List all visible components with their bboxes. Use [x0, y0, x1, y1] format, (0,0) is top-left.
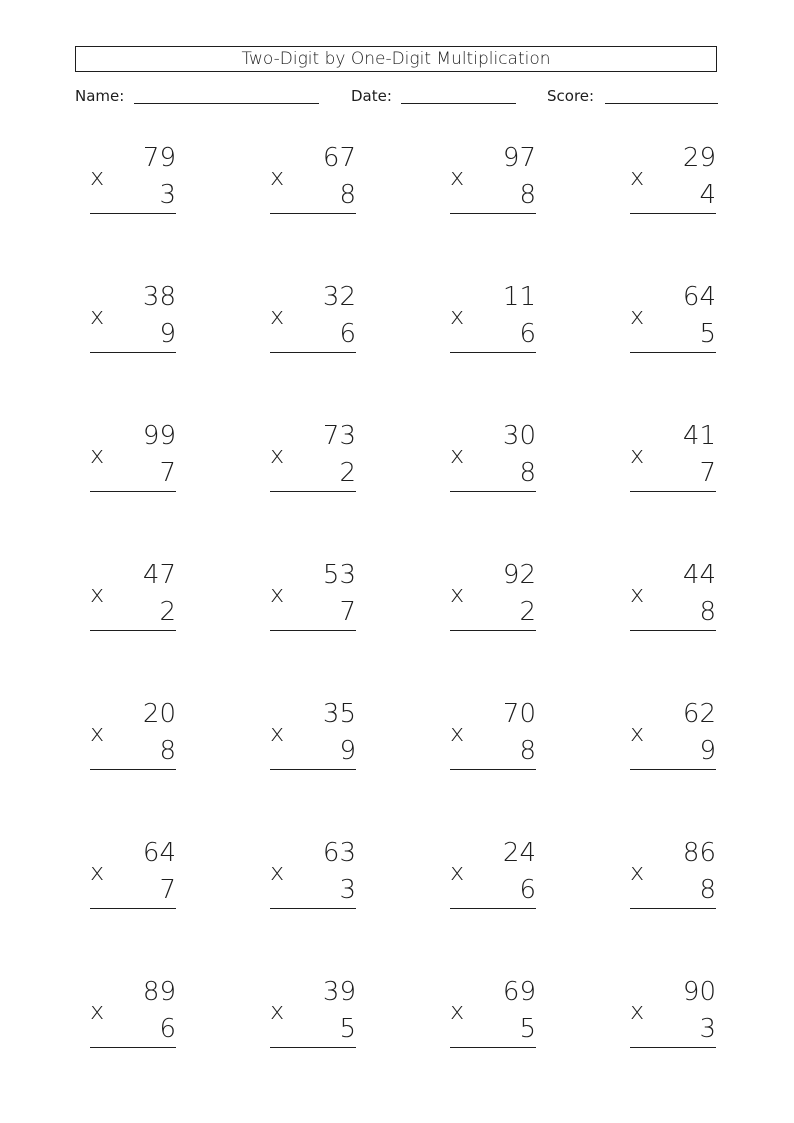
multiply-sign: x	[90, 580, 105, 608]
answer-line[interactable]	[90, 630, 176, 631]
name-field-line[interactable]	[134, 103, 319, 104]
answer-line[interactable]	[270, 1047, 356, 1048]
multiplication-problem	[450, 838, 540, 910]
multiplier: 5	[519, 1014, 536, 1044]
multiplication-problem	[450, 143, 540, 215]
multiply-sign: x	[450, 302, 465, 330]
multiply-sign: x	[630, 163, 645, 191]
answer-line[interactable]	[630, 769, 716, 770]
worksheet-title	[75, 46, 717, 72]
multiplicand: 47	[142, 560, 176, 590]
multiplicand: 29	[682, 143, 716, 173]
multiplier: 6	[519, 319, 536, 349]
multiply-sign: x	[270, 302, 285, 330]
multiplicand: 97	[502, 143, 536, 173]
answer-line[interactable]	[90, 908, 176, 909]
name-label: Name:	[75, 87, 125, 105]
multiplication-problem	[450, 977, 540, 1049]
multiplicand: 41	[682, 421, 716, 451]
multiplication-problem	[630, 282, 720, 354]
multiplier: 7	[339, 597, 356, 627]
answer-line[interactable]	[450, 630, 536, 631]
multiply-sign: x	[270, 441, 285, 469]
answer-line[interactable]	[630, 352, 716, 353]
multiplication-problem	[630, 977, 720, 1049]
multiplier: 8	[519, 736, 536, 766]
multiplicand: 32	[322, 282, 356, 312]
multiplier: 3	[159, 180, 176, 210]
multiply-sign: x	[270, 580, 285, 608]
multiplicand: 79	[142, 143, 176, 173]
multiply-sign: x	[90, 997, 105, 1025]
multiplier: 8	[519, 458, 536, 488]
multiplicand: 86	[682, 838, 716, 868]
multiply-sign: x	[630, 441, 645, 469]
answer-line[interactable]	[270, 630, 356, 631]
multiplier: 4	[699, 180, 716, 210]
multiplicand: 69	[502, 977, 536, 1007]
multiplier: 8	[699, 597, 716, 627]
multiply-sign: x	[90, 302, 105, 330]
multiplier: 8	[339, 180, 356, 210]
answer-line[interactable]	[630, 630, 716, 631]
multiplication-problem	[90, 421, 180, 493]
multiplicand: 20	[142, 699, 176, 729]
multiplier: 6	[519, 875, 536, 905]
answer-line[interactable]	[630, 908, 716, 909]
multiplication-problem	[450, 421, 540, 493]
multiply-sign: x	[270, 719, 285, 747]
answer-line[interactable]	[90, 213, 176, 214]
multiplier: 8	[699, 875, 716, 905]
multiplicand: 30	[502, 421, 536, 451]
multiplication-problem	[450, 282, 540, 354]
multiplicand: 11	[502, 282, 536, 312]
multiply-sign: x	[450, 858, 465, 886]
multiply-sign: x	[450, 719, 465, 747]
multiplication-problem	[630, 699, 720, 771]
multiplication-problem	[270, 421, 360, 493]
multiplication-problem	[630, 143, 720, 215]
multiplier: 6	[159, 1014, 176, 1044]
date-label: Date:	[351, 87, 392, 105]
multiplication-problem	[90, 838, 180, 910]
multiplication-problem	[90, 143, 180, 215]
answer-line[interactable]	[630, 491, 716, 492]
date-field-line[interactable]	[401, 103, 516, 104]
multiplier: 3	[339, 875, 356, 905]
multiplier: 7	[699, 458, 716, 488]
multiplier: 5	[339, 1014, 356, 1044]
answer-line[interactable]	[450, 908, 536, 909]
multiplicand: 67	[322, 143, 356, 173]
multiplication-problem	[450, 560, 540, 632]
multiply-sign: x	[450, 580, 465, 608]
answer-line[interactable]	[90, 769, 176, 770]
answer-line[interactable]	[450, 1047, 536, 1048]
multiplication-problem	[630, 421, 720, 493]
worksheet-title-text: Two-Digit by One-Digit Multiplication	[241, 49, 551, 69]
multiplication-problem	[90, 282, 180, 354]
multiplication-problem	[270, 560, 360, 632]
multiplication-problem	[90, 699, 180, 771]
multiplier: 9	[699, 736, 716, 766]
multiplicand: 24	[502, 838, 536, 868]
multiplication-problem	[630, 560, 720, 632]
multiplication-problem	[270, 143, 360, 215]
multiplier: 8	[519, 180, 536, 210]
multiplier: 7	[159, 458, 176, 488]
multiplication-problem	[270, 838, 360, 910]
info-row	[0, 87, 794, 109]
multiplicand: 39	[322, 977, 356, 1007]
multiplier: 2	[159, 597, 176, 627]
answer-line[interactable]	[450, 769, 536, 770]
multiplicand: 99	[142, 421, 176, 451]
multiply-sign: x	[450, 997, 465, 1025]
score-label: Score:	[547, 87, 595, 105]
multiply-sign: x	[630, 997, 645, 1025]
multiplicand: 44	[682, 560, 716, 590]
multiplier: 6	[339, 319, 356, 349]
answer-line[interactable]	[450, 352, 536, 353]
multiplier: 2	[339, 458, 356, 488]
multiply-sign: x	[90, 163, 105, 191]
answer-line[interactable]	[90, 1047, 176, 1048]
answer-line[interactable]	[630, 1047, 716, 1048]
multiply-sign: x	[90, 858, 105, 886]
answer-line[interactable]	[270, 908, 356, 909]
multiply-sign: x	[90, 719, 105, 747]
multiplier: 7	[159, 875, 176, 905]
multiplier: 9	[159, 319, 176, 349]
answer-line[interactable]	[630, 213, 716, 214]
multiply-sign: x	[270, 858, 285, 886]
multiplicand: 38	[142, 282, 176, 312]
multiplicand: 63	[322, 838, 356, 868]
multiply-sign: x	[270, 997, 285, 1025]
multiplication-problem	[630, 838, 720, 910]
answer-line[interactable]	[270, 491, 356, 492]
answer-line[interactable]	[90, 491, 176, 492]
multiplier: 3	[699, 1014, 716, 1044]
multiplication-problem	[90, 560, 180, 632]
answer-line[interactable]	[90, 352, 176, 353]
answer-line[interactable]	[270, 352, 356, 353]
multiply-sign: x	[450, 163, 465, 191]
answer-line[interactable]	[450, 213, 536, 214]
multiplicand: 92	[502, 560, 536, 590]
multiply-sign: x	[450, 441, 465, 469]
multiplication-problem	[270, 699, 360, 771]
multiply-sign: x	[90, 441, 105, 469]
multiplier: 8	[159, 736, 176, 766]
multiplication-problem	[270, 977, 360, 1049]
multiplicand: 70	[502, 699, 536, 729]
answer-line[interactable]	[270, 213, 356, 214]
multiplier: 9	[339, 736, 356, 766]
answer-line[interactable]	[450, 491, 536, 492]
answer-line[interactable]	[270, 769, 356, 770]
multiplication-problem	[450, 699, 540, 771]
score-field-line[interactable]	[605, 103, 718, 104]
multiplicand: 64	[682, 282, 716, 312]
multiplication-problem	[90, 977, 180, 1049]
multiplicand: 35	[322, 699, 356, 729]
multiplier: 5	[699, 319, 716, 349]
multiplicand: 73	[322, 421, 356, 451]
multiply-sign: x	[630, 580, 645, 608]
multiplicand: 90	[682, 977, 716, 1007]
multiply-sign: x	[630, 719, 645, 747]
multiply-sign: x	[270, 163, 285, 191]
multiplicand: 62	[682, 699, 716, 729]
multiply-sign: x	[630, 302, 645, 330]
multiply-sign: x	[630, 858, 645, 886]
multiplication-problem	[270, 282, 360, 354]
multiplicand: 53	[322, 560, 356, 590]
multiplier: 2	[519, 597, 536, 627]
multiplicand: 89	[142, 977, 176, 1007]
multiplicand: 64	[142, 838, 176, 868]
